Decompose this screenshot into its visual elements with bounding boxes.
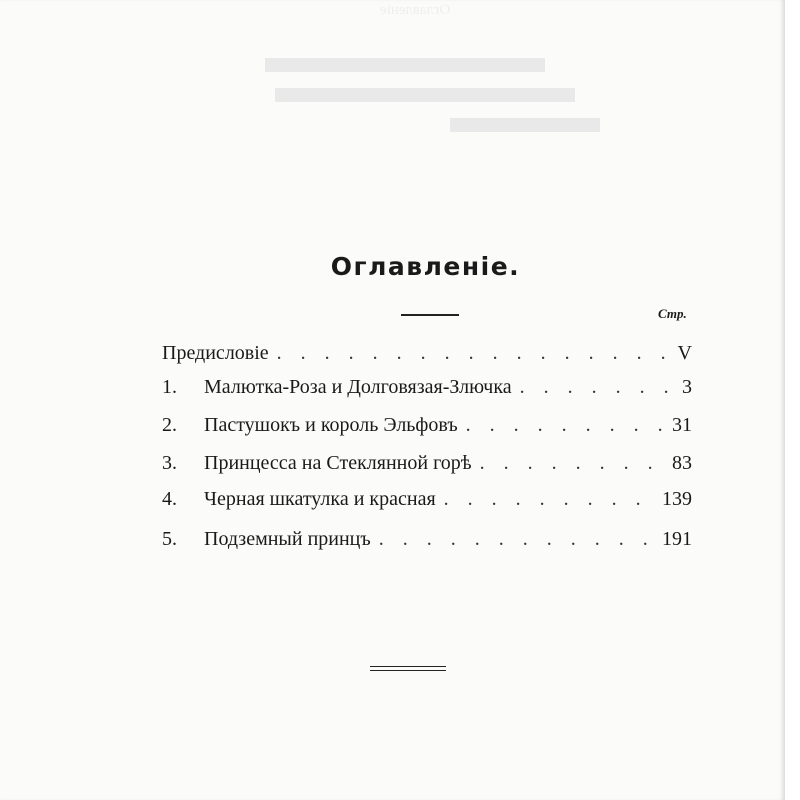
toc-entry-title: Принцесса на Стеклянной горѣ <box>204 452 472 474</box>
toc-entry[interactable] <box>162 484 692 514</box>
toc-entry-number: 1. <box>162 376 177 398</box>
toc-entry[interactable] <box>162 410 692 440</box>
toc-entry-number: 4. <box>162 488 177 510</box>
toc-entry-page: 139 <box>662 488 692 510</box>
toc-entry[interactable] <box>162 448 692 478</box>
toc-entry-page: 3 <box>682 376 692 398</box>
dot-leader <box>458 410 666 440</box>
dot-leader <box>269 338 672 368</box>
bleed-through-line <box>265 58 545 72</box>
toc-entry-number: 2. <box>162 414 177 436</box>
dot-leader <box>436 484 656 514</box>
bleed-through-line <box>275 88 575 102</box>
toc-entry-title: Малютка-Роза и Долговязая-Злючка <box>204 376 512 398</box>
toc-entry-title: Черная шкатулка и красная <box>204 488 436 510</box>
toc-entry-title: Подземный принцъ <box>204 528 371 550</box>
toc-entry-page: V <box>677 342 692 364</box>
toc-entry[interactable] <box>162 372 692 402</box>
page-column-label: Стр. <box>658 306 687 321</box>
toc-entry-number: 3. <box>162 452 177 474</box>
title-underline <box>401 314 459 316</box>
toc-entry-page: 83 <box>672 452 692 474</box>
page-title: Оглавленіе. <box>330 252 521 281</box>
toc-entry[interactable] <box>162 338 692 368</box>
end-double-rule <box>370 666 446 671</box>
dot-leader <box>472 448 666 478</box>
bleed-through-text: Оглавленіе <box>380 2 451 18</box>
toc-entry[interactable] <box>162 524 692 554</box>
toc-entry-page: 191 <box>662 528 692 550</box>
dot-leader <box>371 524 656 554</box>
toc-entry-title: Предисловіе <box>162 342 269 364</box>
toc-entry-number: 5. <box>162 528 177 550</box>
toc-entry-page: 31 <box>672 414 692 436</box>
bleed-through-line <box>450 118 600 132</box>
toc-entry-title: Пастушокъ и король Эльфовъ <box>204 414 458 436</box>
dot-leader <box>512 372 676 402</box>
